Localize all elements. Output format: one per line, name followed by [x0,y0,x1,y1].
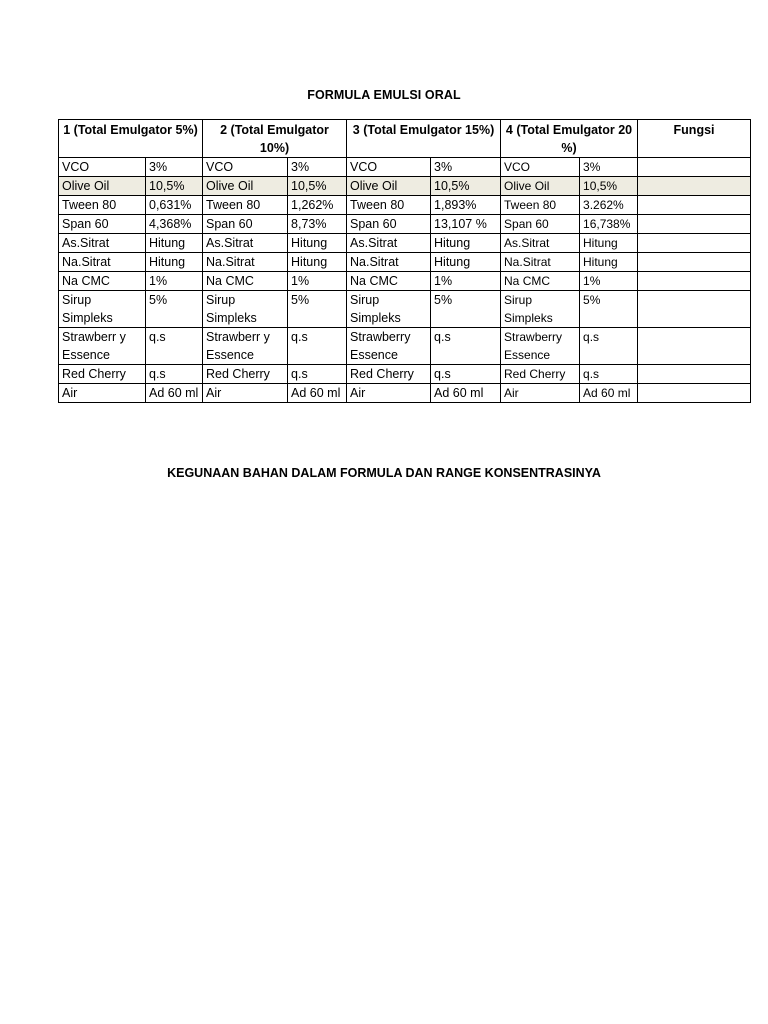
fungsi-cell [638,272,751,291]
amount-cell: 1,262% [288,196,347,215]
table-row [59,365,751,384]
ingredient-cell: Span 60 [59,215,146,234]
amount-cell: 16,738% [580,215,638,234]
header-formula-2: 2 (Total Emulgator 10%) [203,120,347,158]
amount-cell: 10,5% [288,177,347,196]
ingredient-cell: As.Sitrat [347,234,431,253]
amount-cell: q.s [580,328,638,365]
ingredient-cell: Span 60 [203,215,288,234]
ingredient-cell: Na.Sitrat [347,253,431,272]
amount-cell: q.s [146,328,203,365]
fungsi-cell [638,215,751,234]
ingredient-cell: VCO [203,158,288,177]
amount-cell: 10,5% [146,177,203,196]
ingredient-cell: Na.Sitrat [203,253,288,272]
header-formula-3: 3 (Total Emulgator 15%) [347,120,501,158]
amount-cell: 0,631% [146,196,203,215]
ingredient-cell: Tween 80 [347,196,431,215]
ingredient-cell: Na CMC [501,272,580,291]
amount-cell: 3% [288,158,347,177]
ingredient-cell: VCO [501,158,580,177]
ingredient-cell: Na.Sitrat [501,253,580,272]
amount-cell: 1,893% [431,196,501,215]
table-body [59,158,751,403]
ingredient-cell: Air [59,384,146,403]
table-row [59,215,751,234]
ingredient-cell: Sirup Simpleks [347,291,431,328]
amount-cell: q.s [580,365,638,384]
ingredient-cell: Tween 80 [59,196,146,215]
amount-cell: Hitung [431,234,501,253]
amount-cell: Hitung [288,234,347,253]
header-formula-4: 4 (Total Emulgator 20 %) [501,120,638,158]
table-header-row [59,120,751,158]
fungsi-cell [638,365,751,384]
amount-cell: q.s [431,365,501,384]
fungsi-cell [638,253,751,272]
ingredient-cell: Strawberry Essence [347,328,431,365]
amount-cell: 13,107 % [431,215,501,234]
ingredient-cell: Sirup Simpleks [501,291,580,328]
amount-cell: Ad 60 ml [431,384,501,403]
amount-cell: Ad 60 ml [146,384,203,403]
ingredient-cell: Red Cherry [347,365,431,384]
ingredient-cell: Na CMC [59,272,146,291]
ingredient-cell: Na CMC [347,272,431,291]
fungsi-cell [638,177,751,196]
amount-cell: q.s [288,365,347,384]
fungsi-cell [638,291,751,328]
table-row [59,384,751,403]
amount-cell: 10,5% [431,177,501,196]
ingredient-cell: VCO [59,158,146,177]
ingredient-cell: Red Cherry [501,365,580,384]
amount-cell: q.s [146,365,203,384]
ingredient-cell: Na.Sitrat [59,253,146,272]
ingredient-cell: As.Sitrat [203,234,288,253]
amount-cell: q.s [431,328,501,365]
amount-cell: 5% [431,291,501,328]
amount-cell: 8,73% [288,215,347,234]
fungsi-cell [638,196,751,215]
amount-cell: Hitung [288,253,347,272]
ingredient-cell: VCO [347,158,431,177]
table-row [59,177,751,196]
table-row [59,291,751,328]
document-title: FORMULA EMULSI ORAL [307,88,461,102]
fungsi-cell [638,234,751,253]
amount-cell: 3% [146,158,203,177]
amount-cell: 3.262% [580,196,638,215]
amount-cell: 5% [146,291,203,328]
ingredient-cell: Strawberr y Essence [59,328,146,365]
ingredient-cell: Tween 80 [203,196,288,215]
amount-cell: 5% [580,291,638,328]
fungsi-cell [638,328,751,365]
amount-cell: Hitung [146,234,203,253]
ingredient-cell: As.Sitrat [59,234,146,253]
fungsi-cell [638,384,751,403]
ingredient-cell: Air [203,384,288,403]
amount-cell: Hitung [146,253,203,272]
amount-cell: 1% [146,272,203,291]
fungsi-cell [638,158,751,177]
ingredient-cell: Tween 80 [501,196,580,215]
amount-cell: 3% [431,158,501,177]
header-formula-1: 1 (Total Emulgator 5%) [59,120,203,158]
header-fungsi: Fungsi [638,120,751,158]
amount-cell: Ad 60 ml [288,384,347,403]
amount-cell: q.s [288,328,347,365]
ingredient-cell: Red Cherry [203,365,288,384]
formula-table [58,119,751,403]
ingredient-cell: Air [347,384,431,403]
ingredient-cell: Na CMC [203,272,288,291]
ingredient-cell: As.Sitrat [501,234,580,253]
ingredient-cell: Olive Oil [59,177,146,196]
amount-cell: 10,5% [580,177,638,196]
ingredient-cell: Span 60 [501,215,580,234]
amount-cell: 3% [580,158,638,177]
section-subtitle: KEGUNAAN BAHAN DALAM FORMULA DAN RANGE KONSENTRASINYA [167,466,601,480]
amount-cell: 1% [431,272,501,291]
ingredient-cell: Olive Oil [203,177,288,196]
ingredient-cell: Strawberr y Essence [203,328,288,365]
amount-cell: 1% [288,272,347,291]
table-row [59,234,751,253]
amount-cell: Hitung [580,234,638,253]
ingredient-cell: Span 60 [347,215,431,234]
ingredient-cell: Olive Oil [501,177,580,196]
ingredient-cell: Strawberry Essence [501,328,580,365]
table-row [59,196,751,215]
ingredient-cell: Sirup Simpleks [59,291,146,328]
amount-cell: Hitung [580,253,638,272]
table-row [59,158,751,177]
amount-cell: 1% [580,272,638,291]
ingredient-cell: Olive Oil [347,177,431,196]
ingredient-cell: Red Cherry [59,365,146,384]
amount-cell: 5% [288,291,347,328]
amount-cell: Hitung [431,253,501,272]
ingredient-cell: Sirup Simpleks [203,291,288,328]
table-row [59,328,751,365]
amount-cell: 4,368% [146,215,203,234]
amount-cell: Ad 60 ml [580,384,638,403]
table-row [59,272,751,291]
ingredient-cell: Air [501,384,580,403]
table-row [59,253,751,272]
